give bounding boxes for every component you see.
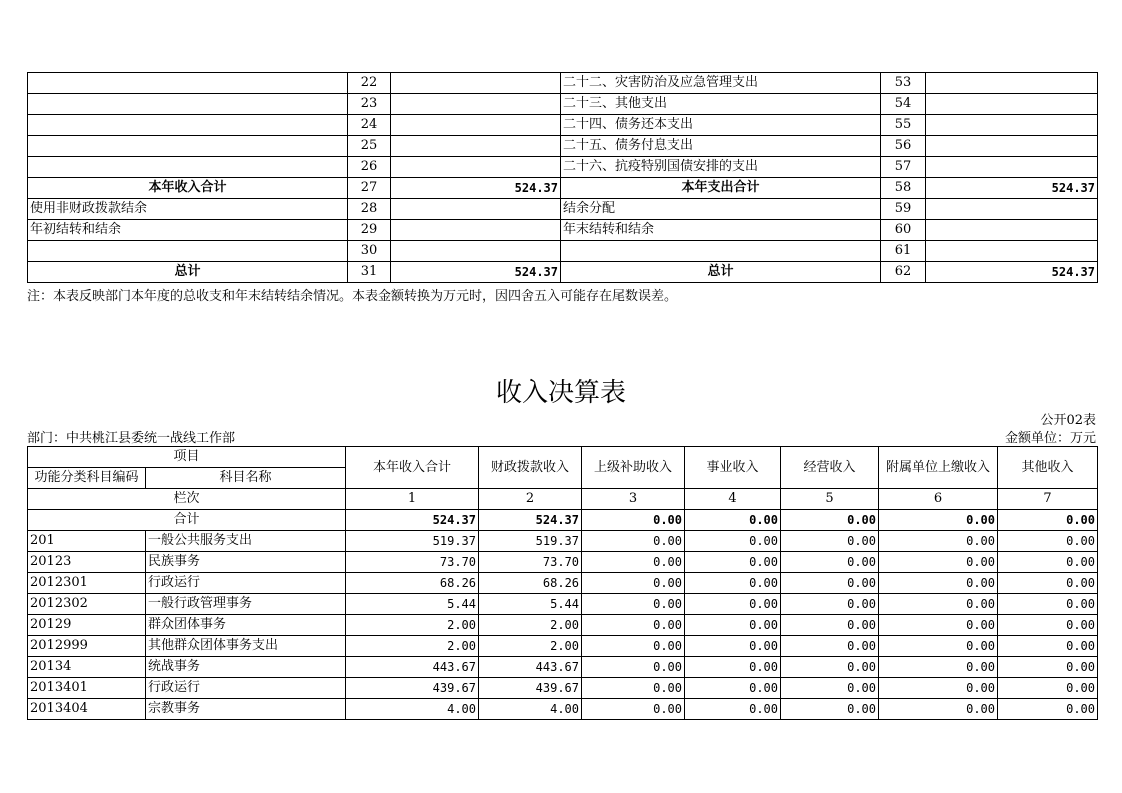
amount-cell: 0.00 — [685, 531, 781, 552]
income-amount — [391, 199, 561, 220]
table-row — [28, 594, 1098, 615]
balance-summary-body — [28, 73, 1098, 283]
amount-cell: 0.00 — [781, 657, 879, 678]
subject-code: 20123 — [28, 552, 146, 573]
table-row — [28, 241, 1098, 262]
table-row — [28, 136, 1098, 157]
expense-amount — [926, 157, 1098, 178]
income-amount — [391, 157, 561, 178]
amount-cell: 0.00 — [582, 657, 685, 678]
amount-cell: 0.00 — [781, 531, 879, 552]
expense-amount: 524.37 — [926, 178, 1098, 199]
expense-item-label: 二十三、其他支出 — [561, 94, 881, 115]
header-name: 科目名称 — [146, 468, 346, 489]
amount-cell: 0.00 — [685, 573, 781, 594]
amount-cell: 4.00 — [346, 699, 479, 720]
amount-cell: 0.00 — [879, 594, 998, 615]
amount-cell: 0.00 — [998, 552, 1098, 573]
header-business: 事业收入 — [685, 447, 781, 489]
expense-item-label — [561, 241, 881, 262]
amount-cell: 0.00 — [582, 573, 685, 594]
amount-cell: 519.37 — [479, 531, 582, 552]
amount-cell: 5.44 — [479, 594, 582, 615]
income-body — [28, 510, 1098, 720]
amount-cell: 73.70 — [346, 552, 479, 573]
column-number: 2 — [479, 489, 582, 510]
sum-value: 524.37 — [479, 510, 582, 531]
row-number: 60 — [881, 220, 926, 241]
amount-cell: 68.26 — [479, 573, 582, 594]
row-number: 28 — [348, 199, 391, 220]
amount-cell: 0.00 — [582, 594, 685, 615]
expense-item-label: 二十五、债务付息支出 — [561, 136, 881, 157]
amount-cell: 0.00 — [685, 699, 781, 720]
subject-code: 2013404 — [28, 699, 146, 720]
amount-cell: 0.00 — [998, 699, 1098, 720]
balance-summary-table — [27, 72, 1098, 283]
amount-cell: 519.37 — [346, 531, 479, 552]
row-number: 29 — [348, 220, 391, 241]
amount-cell: 0.00 — [781, 615, 879, 636]
income-table — [27, 446, 1098, 720]
table-row — [28, 262, 1098, 283]
income-item-label — [28, 115, 348, 136]
expense-item-label: 结余分配 — [561, 199, 881, 220]
sum-value: 0.00 — [781, 510, 879, 531]
amount-cell: 5.44 — [346, 594, 479, 615]
income-item-label — [28, 94, 348, 115]
subject-name: 一般行政管理事务 — [146, 594, 346, 615]
expense-item-label: 本年支出合计 — [561, 178, 881, 199]
sum-row — [28, 510, 1098, 531]
row-number: 31 — [348, 262, 391, 283]
column-number-label: 栏次 — [28, 489, 346, 510]
expense-amount — [926, 94, 1098, 115]
row-number: 27 — [348, 178, 391, 199]
amount-cell: 0.00 — [582, 615, 685, 636]
income-amount — [391, 136, 561, 157]
amount-cell: 0.00 — [781, 678, 879, 699]
amount-cell: 0.00 — [998, 615, 1098, 636]
amount-cell: 0.00 — [582, 678, 685, 699]
page-title: 收入决算表 — [495, 378, 626, 408]
amount-cell: 0.00 — [998, 657, 1098, 678]
amount-cell: 0.00 — [685, 552, 781, 573]
expense-item-label: 二十四、债务还本支出 — [561, 115, 881, 136]
income-amount: 524.37 — [391, 262, 561, 283]
row-number: 54 — [881, 94, 926, 115]
amount-cell: 0.00 — [879, 657, 998, 678]
subject-code: 2012301 — [28, 573, 146, 594]
table-row — [28, 199, 1098, 220]
sum-value: 0.00 — [685, 510, 781, 531]
amount-cell: 0.00 — [781, 636, 879, 657]
amount-cell: 2.00 — [479, 636, 582, 657]
header-affiliate: 附属单位上缴收入 — [879, 447, 998, 489]
income-item-label — [28, 241, 348, 262]
amount-cell: 0.00 — [582, 636, 685, 657]
expense-amount — [926, 220, 1098, 241]
row-number: 23 — [348, 94, 391, 115]
form-code: 公开02表 — [1040, 413, 1096, 428]
subject-name: 群众团体事务 — [146, 615, 346, 636]
amount-cell: 0.00 — [685, 615, 781, 636]
row-number: 53 — [881, 73, 926, 94]
subject-code: 20134 — [28, 657, 146, 678]
amount-cell: 2.00 — [346, 615, 479, 636]
column-number: 6 — [879, 489, 998, 510]
header-project: 项目 — [28, 447, 346, 468]
amount-cell: 4.00 — [479, 699, 582, 720]
expense-item-label: 二十二、灾害防治及应急管理支出 — [561, 73, 881, 94]
subject-code: 2013401 — [28, 678, 146, 699]
row-number: 56 — [881, 136, 926, 157]
amount-cell: 0.00 — [879, 678, 998, 699]
table-row — [28, 552, 1098, 573]
table-row — [28, 157, 1098, 178]
expense-amount — [926, 73, 1098, 94]
amount-cell: 0.00 — [781, 699, 879, 720]
sum-value: 524.37 — [346, 510, 479, 531]
amount-cell: 0.00 — [879, 699, 998, 720]
amount-cell: 443.67 — [346, 657, 479, 678]
expense-amount — [926, 115, 1098, 136]
amount-cell: 439.67 — [479, 678, 582, 699]
amount-cell: 0.00 — [582, 531, 685, 552]
table-row — [28, 531, 1098, 552]
header-code: 功能分类科目编码 — [28, 468, 146, 489]
amount-cell: 0.00 — [879, 552, 998, 573]
amount-cell: 0.00 — [685, 678, 781, 699]
header-fiscal: 财政拨款收入 — [479, 447, 582, 489]
income-amount — [391, 73, 561, 94]
expense-item-label: 年末结转和结余 — [561, 220, 881, 241]
table-row — [28, 73, 1098, 94]
income-item-label — [28, 73, 348, 94]
table-row — [28, 178, 1098, 199]
row-number: 30 — [348, 241, 391, 262]
amount-cell: 0.00 — [685, 636, 781, 657]
subject-code: 20129 — [28, 615, 146, 636]
amount-cell: 0.00 — [685, 594, 781, 615]
expense-item-label: 二十六、抗疫特别国债安排的支出 — [561, 157, 881, 178]
row-number: 57 — [881, 157, 926, 178]
sum-value: 0.00 — [879, 510, 998, 531]
row-number: 55 — [881, 115, 926, 136]
column-number: 4 — [685, 489, 781, 510]
amount-cell: 0.00 — [879, 636, 998, 657]
income-amount — [391, 115, 561, 136]
amount-cell: 439.67 — [346, 678, 479, 699]
amount-cell: 0.00 — [879, 573, 998, 594]
expense-amount — [926, 136, 1098, 157]
income-item-label: 使用非财政拨款结余 — [28, 199, 348, 220]
amount-cell: 2.00 — [479, 615, 582, 636]
subject-code: 201 — [28, 531, 146, 552]
amount-cell: 0.00 — [879, 531, 998, 552]
amount-cell: 0.00 — [998, 678, 1098, 699]
row-number: 25 — [348, 136, 391, 157]
income-item-label — [28, 157, 348, 178]
table-row — [28, 636, 1098, 657]
row-number: 22 — [348, 73, 391, 94]
header-other: 其他收入 — [998, 447, 1098, 489]
subject-name: 宗教事务 — [146, 699, 346, 720]
subject-name: 统战事务 — [146, 657, 346, 678]
expense-item-label: 总计 — [561, 262, 881, 283]
subject-name: 民族事务 — [146, 552, 346, 573]
amount-cell: 0.00 — [879, 615, 998, 636]
expense-amount: 524.37 — [926, 262, 1098, 283]
amount-cell: 0.00 — [781, 594, 879, 615]
column-number: 3 — [582, 489, 685, 510]
income-item-label: 年初结转和结余 — [28, 220, 348, 241]
income-item-label — [28, 136, 348, 157]
income-amount — [391, 241, 561, 262]
table-row — [28, 573, 1098, 594]
amount-cell: 0.00 — [582, 552, 685, 573]
table-row — [28, 220, 1098, 241]
amount-cell: 0.00 — [998, 594, 1098, 615]
amount-cell: 0.00 — [685, 657, 781, 678]
table-note: 注：本表反映部门本年度的总收支和年末结转结余情况。本表金额转换为万元时，因四舍五入可能存在尾数误差。 — [27, 289, 678, 304]
table-row — [28, 657, 1098, 678]
amount-cell: 0.00 — [781, 573, 879, 594]
department-label: 部门：中共桃江县委统一战线工作部 — [27, 431, 236, 446]
income-amount: 524.37 — [391, 178, 561, 199]
income-amount — [391, 220, 561, 241]
row-number: 62 — [881, 262, 926, 283]
table-row — [28, 678, 1098, 699]
header-upper: 上级补助收入 — [582, 447, 685, 489]
amount-cell: 0.00 — [998, 531, 1098, 552]
row-number: 58 — [881, 178, 926, 199]
column-number: 1 — [346, 489, 479, 510]
table-row — [28, 699, 1098, 720]
table-row — [28, 94, 1098, 115]
income-item-label: 总计 — [28, 262, 348, 283]
column-number: 7 — [998, 489, 1098, 510]
expense-amount — [926, 199, 1098, 220]
subject-name: 行政运行 — [146, 678, 346, 699]
column-number: 5 — [781, 489, 879, 510]
header-row — [28, 447, 1098, 468]
subject-name: 行政运行 — [146, 573, 346, 594]
subject-name: 其他群众团体事务支出 — [146, 636, 346, 657]
amount-cell: 0.00 — [998, 573, 1098, 594]
header-operating: 经营收入 — [781, 447, 879, 489]
row-number: 26 — [348, 157, 391, 178]
unit-label: 金额单位：万元 — [1004, 431, 1096, 446]
row-number: 59 — [881, 199, 926, 220]
table-row — [28, 615, 1098, 636]
amount-cell: 0.00 — [998, 636, 1098, 657]
sum-value: 0.00 — [582, 510, 685, 531]
amount-cell: 0.00 — [582, 699, 685, 720]
amount-cell: 73.70 — [479, 552, 582, 573]
header-total: 本年收入合计 — [346, 447, 479, 489]
income-item-label: 本年收入合计 — [28, 178, 348, 199]
row-number: 61 — [881, 241, 926, 262]
sum-label: 合计 — [28, 510, 346, 531]
amount-cell: 68.26 — [346, 573, 479, 594]
sum-value: 0.00 — [998, 510, 1098, 531]
column-number-row — [28, 489, 1098, 510]
row-number: 24 — [348, 115, 391, 136]
amount-cell: 443.67 — [479, 657, 582, 678]
table-row — [28, 115, 1098, 136]
income-amount — [391, 94, 561, 115]
subject-name: 一般公共服务支出 — [146, 531, 346, 552]
subject-code: 2012999 — [28, 636, 146, 657]
amount-cell: 0.00 — [781, 552, 879, 573]
amount-cell: 2.00 — [346, 636, 479, 657]
expense-amount — [926, 241, 1098, 262]
subject-code: 2012302 — [28, 594, 146, 615]
